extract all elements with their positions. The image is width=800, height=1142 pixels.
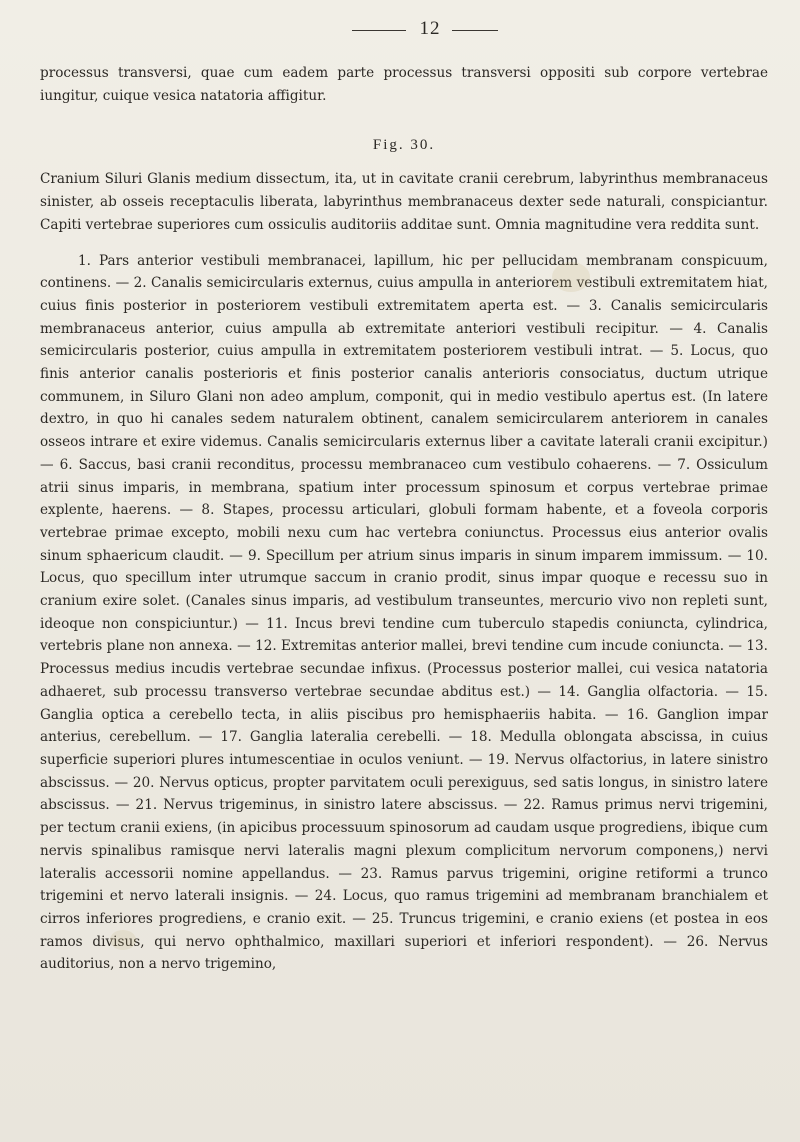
figure-description: Cranium Siluri Glanis medium dissectum, ita, ut in cavitate cranii cerebrum, labyrinthus membranaceus sinister, ab osseis receptaculis liberata, labyrinthus membranaceus dexter sede naturali, conspiciantur. Capiti vertebrae superiores cum ossiculis auditoriis additae sunt. Omnia magnitudine vera reddita sunt. (40, 171, 768, 233)
intro-paragraph: processus transversi, quae cum eadem parte processus transversi oppositi sub corpore vertebrae iungitur, cuique vesica natatoria affigitur. (40, 65, 768, 104)
page-number: 12 (419, 18, 441, 39)
figure-legend: 1. Pars anterior vestibuli membranacei, lapillum, hic per pellucidam membranam conspicuum, continens. — 2. Canalis semicircularis externus, cuius ampulla in anteriorem vestibuli extremitatem hiat, cuius finis posterior in posteriorem vestibuli extremitatem aperta est. — 3. Canalis semicircularis membranaceus anterior, cuius ampulla ab extremitate anteriori vestibuli recipitur. — 4. Canalis semicircularis posterior, cuius ampulla in extremitatem posteriorem vestibuli intrat. — 5. Locus, quo finis anterior canalis posterioris et finis posterior canalis anterioris consociatus, ductum utrique communem, in Siluro Glani non adeo amplum, componit, qui in medio vestibulo apertus est. (In latere dextro, in quo hi canales sedem naturalem obtinent, canalem semicircularem anteriorem in canales osseos intrare et exire videmus. Canalis semicircularis externus liber a cavitate laterali cranii excipitur.) — 6. Saccus, basi cranii reconditus, processu membranaceo cum vestibulo cohaerens. — 7. Ossiculum atrii sinus imparis, in membrana, spatium inter processum spinosum et corpus vertebrae primae explente, haerens. — 8. Stapes, processu articulari, globuli formam habente, et a foveola corporis vertebrae primae excepto, mobili nexu cum hac vertebra coniunctus. Processus eius anterior ovalis sinum sphaericum claudit. — 9. Specillum per atrium sinus imparis in sinum imparem immissum. — 10. Locus, quo specillum inter utrumque saccum in cranio prodit, sinus impar quoque e recessu suo in cranium exire solet. (Canales sinus imparis, ad vestibulum transeuntes, mercurio vivo non repleti sunt, ideoque non conspiciuntur.) — 11. Incus brevi tendine cum tuberculo stapedis coniuncta, cylindrica, vertebris plane non annexa. — 12. Extremitas anterior mallei, brevi tendine cum incude coniuncta. — 13. Processus medius incudis vertebrae secundae infixus. (Processus posterior mallei, cui vesica natatoria adhaeret, sub processu transverso vertebrae secundae abditus est.) — 14. Ganglia olfactoria. — 15. Ganglia optica a cerebello tecta, in aliis piscibus pro hemisphaeriis habita. — 16. Ganglion impar anterius, cerebellum. — 17. Ganglia lateralia cerebelli. — 18. Medulla oblongata abscissa, in cuius superficie superiori plures intumescentiae in oculos veniunt. — 19. Nervus olfactorius, in latere sinistro abscissus. — 20. Nervus opticus, propter parvitatem oculi perexiguus, sed satis longus, in sinistro latere abscissus. — 21. Nervus trigeminus, in sinistro latere abscissus. — 22. Ramus primus nervi trigemini, per tectum cranii exiens, (in apicibus processuum spinosorum ad caudam usque progrediens, ibique cum nervis spinalibus ramisque nervi lateralis magni plexum complicitum nervorum componens,) nervi lateralis accessorii nomine appellandus. — 23. Ramus parvus trigemini, origine retiformi a trunco trigemini et nervo laterali insignis. — 24. Locus, quo ramus trigemini ad membranam branchialem et cirros inferiores progrediens, e cranio exit. — 25. Truncus trigemini, e cranio exiens (et postea in eos ramos divisus, qui nervo ophthalmico, maxillari superiori et inferiori respondent). — 26. Nervus auditorius, non a nervo trigemino, (40, 252, 768, 973)
figure-title: Fig. 30. (372, 137, 436, 154)
header-rule-right (452, 30, 498, 31)
header-rule-left (352, 30, 406, 31)
page-header (40, 0, 768, 62)
